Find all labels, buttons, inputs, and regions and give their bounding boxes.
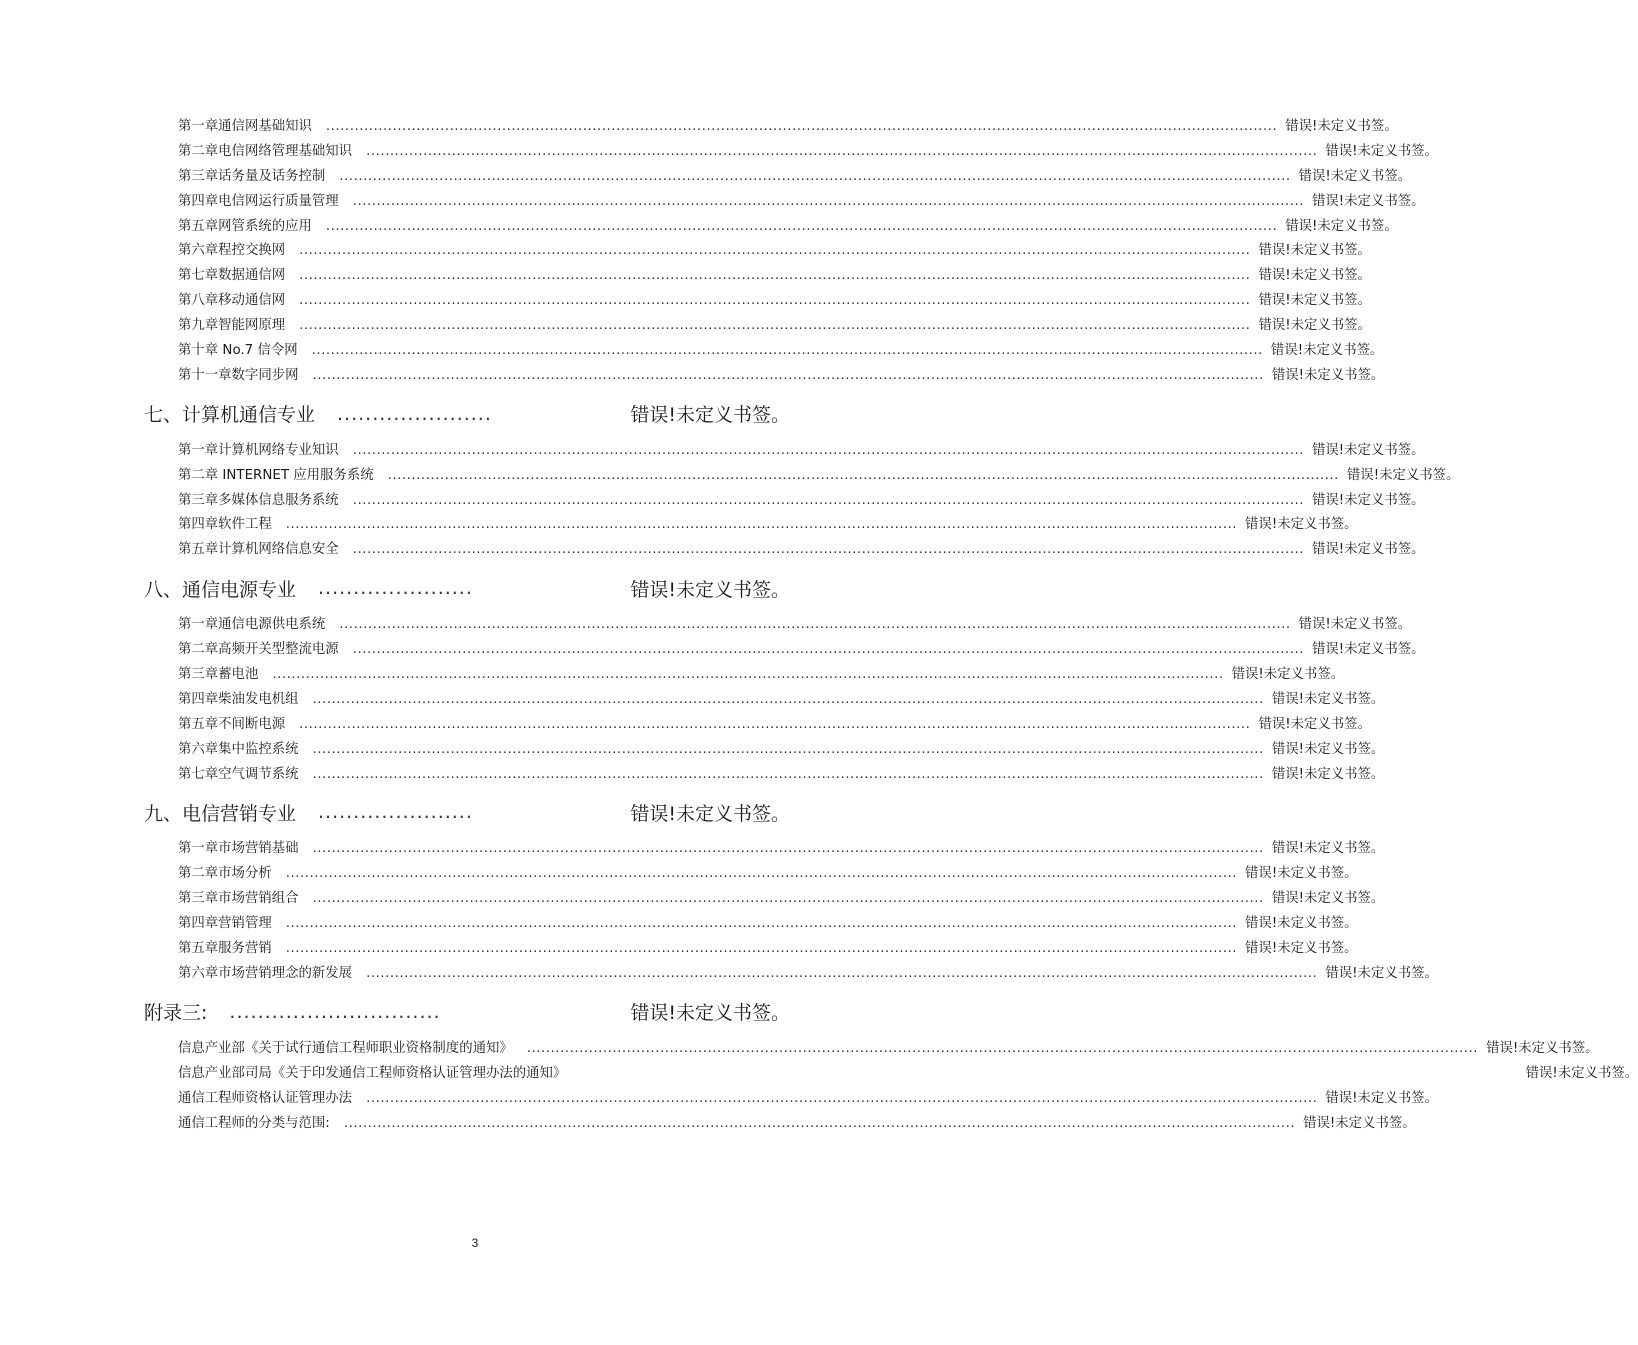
- toc-entry[interactable]: [178, 513, 1358, 538]
- toc-entry[interactable]: [178, 115, 1398, 140]
- toc-dot-leader: ........................................................................................................................................................................................................: [343, 1115, 1296, 1131]
- toc-entry-page: 错误!未定义书签。: [1271, 367, 1385, 383]
- toc-entry[interactable]: [178, 464, 1460, 489]
- toc-dot-leader: ........................................................................................................................................................................................................: [352, 442, 1304, 458]
- toc-dot-leader: ........................................................................................................................................................................................................: [299, 268, 1251, 284]
- toc-entry[interactable]: [178, 1087, 1438, 1112]
- page-number: 3: [471, 1236, 479, 1250]
- toc-entry-page: 错误!未定义书签。: [1312, 193, 1425, 209]
- toc-entry-page: 错误!未定义书签。: [1271, 841, 1385, 857]
- toc-entry-page: 错误!未定义书签。: [1285, 119, 1398, 134]
- toc-dot-leader: ........................................................................................................................................................................................................: [352, 642, 1304, 658]
- toc-entry-label: 附录三:: [144, 1002, 208, 1025]
- toc-entry-label: 第六章程控交换网: [178, 243, 286, 259]
- toc-entry-page: 错误!未定义书签。: [1525, 1065, 1638, 1081]
- toc-entry-page: 错误!未定义书签。: [1312, 542, 1425, 558]
- toc-entry[interactable]: [178, 862, 1358, 887]
- toc-entry-page: 错误!未定义书签。: [630, 1002, 790, 1025]
- toc-entry-label: 第一章市场营销基础: [178, 841, 299, 857]
- toc-dot-leader: ........................................................................................................................................................................................................: [366, 965, 1318, 981]
- toc-entry-page: 错误!未定义书签。: [1271, 891, 1385, 907]
- toc-dot-leader: ........................................................................................................................................................................................................: [387, 467, 1339, 483]
- toc-entry-label: 第七章数据通信网: [178, 268, 286, 284]
- toc-dot-leader: ........................................................................................................................................................................................................: [285, 941, 1238, 957]
- toc-entry-label: 第三章蓄电池: [178, 667, 259, 683]
- toc-entry[interactable]: [178, 439, 1425, 464]
- toc-entry-page: 错误!未定义书签。: [1271, 741, 1385, 757]
- toc-entry-page: 错误!未定义书签。: [1245, 866, 1358, 882]
- toc-entry-page: 错误!未定义书签。: [1325, 965, 1438, 981]
- toc-entry[interactable]: [178, 937, 1358, 962]
- toc-section-heading[interactable]: [144, 563, 790, 613]
- toc-entry[interactable]: [178, 1037, 1599, 1062]
- toc-dot-leader: ........................................................................................................................................................................................................: [366, 1090, 1318, 1106]
- toc-entry-label: 第七章空气调节系统: [178, 766, 299, 782]
- toc-dot-leader: ........................................................................................................................................................................................................: [311, 343, 1263, 359]
- toc-dot-leader: ........................................................................................................................................................................................................: [366, 143, 1318, 159]
- toc-entry[interactable]: [178, 763, 1385, 788]
- toc-entry-label: 第一章计算机网络专业知识: [178, 442, 339, 458]
- toc-dot-leader: ........................................................................................................................................................................................................: [312, 766, 1264, 782]
- toc-dot-leader: ........................................................................................................................................................................................................: [299, 243, 1251, 259]
- toc-dot-leader: ........................................................................................................................................................................................................: [352, 492, 1304, 508]
- toc-entry-label: 第三章话务量及话务控制: [178, 168, 326, 184]
- toc-dot-leader: ........................................................................................................................................................................................................: [299, 716, 1251, 732]
- toc-entry-page: 错误!未定义书签。: [1258, 293, 1371, 309]
- toc-entry[interactable]: [178, 663, 1345, 688]
- toc-entry-page: 错误!未定义书签。: [1312, 642, 1425, 658]
- toc-dot-leader: ........................................................................................................................................................................................................: [312, 891, 1264, 907]
- toc-dot-leader: ........................................................................................................................................................................................................: [285, 517, 1238, 533]
- toc-entry[interactable]: [178, 489, 1425, 514]
- toc-dot-leader: ......................: [318, 577, 473, 600]
- toc-dot-leader: ........................................................................................................................................................................................................: [325, 218, 1278, 234]
- toc-dot-leader: ........................................................................................................................................................................................................: [272, 667, 1224, 683]
- toc-entry[interactable]: [178, 289, 1371, 314]
- toc-section-heading[interactable]: [144, 987, 790, 1037]
- toc-entry-page: 错误!未定义书签。: [1258, 268, 1371, 284]
- toc-entry-label: 第一章通信网基础知识: [178, 119, 312, 134]
- toc-dot-leader: ........................................................................................................................................................................................................: [352, 542, 1304, 558]
- toc-entry-page: 错误!未定义书签。: [1325, 1090, 1438, 1106]
- toc-dot-leader: ......................: [337, 402, 492, 425]
- toc-entry-label: 第二章市场分析: [178, 866, 272, 882]
- toc-entry[interactable]: [178, 215, 1398, 240]
- toc-entry-label: 第三章多媒体信息服务系统: [178, 492, 339, 508]
- toc-entry[interactable]: [178, 264, 1371, 289]
- toc-entry-page: 错误!未定义书签。: [1325, 143, 1438, 159]
- toc-dot-leader: ..............................: [229, 1000, 441, 1023]
- toc-entry-page: 错误!未定义书签。: [630, 404, 790, 427]
- toc-entry-page: 错误!未定义书签。: [1258, 318, 1371, 334]
- toc-dot-leader: ......................: [318, 801, 473, 824]
- toc-entry-page: 错误!未定义书签。: [1312, 492, 1425, 508]
- toc-entry-label: 第二章高频开关型整流电源: [178, 642, 339, 658]
- toc-entry[interactable]: [178, 912, 1358, 937]
- toc-entry[interactable]: [178, 837, 1385, 862]
- toc-entry-page: 错误!未定义书签。: [1271, 766, 1385, 782]
- toc-entry-label: 第二章电信网络管理基础知识: [178, 143, 353, 159]
- toc-entry[interactable]: [178, 239, 1371, 264]
- toc-entry[interactable]: [178, 887, 1385, 912]
- toc-entry-page: 错误!未定义书签。: [1312, 442, 1425, 458]
- toc-entry-page: 错误!未定义书签。: [1271, 691, 1385, 707]
- toc-entry[interactable]: [178, 339, 1384, 364]
- toc-entry[interactable]: [178, 1112, 1416, 1137]
- toc-dot-leader: ........................................................................................................................................................................................................: [312, 367, 1264, 383]
- toc-entry[interactable]: [178, 364, 1385, 389]
- toc-entry-label: 第九章智能网原理: [178, 318, 286, 334]
- toc-entry-page: 错误!未定义书签。: [1298, 617, 1412, 633]
- toc-entry-page: 错误!未定义书签。: [1303, 1115, 1416, 1131]
- toc-entry-label: 第八章移动通信网: [178, 293, 286, 309]
- toc-dot-leader: ........................................................................................................................................................................................................: [285, 866, 1238, 882]
- toc-entry-label: 九、电信营销专业: [144, 802, 297, 825]
- toc-entry-page: 错误!未定义书签。: [630, 802, 790, 825]
- toc-entry-label: 第四章电信网运行质量管理: [178, 193, 339, 209]
- table-of-contents: [0, 115, 1638, 1136]
- toc-entry-label: 第十一章数字同步网: [178, 367, 299, 383]
- toc-dot-leader: ........................................................................................................................................................................................................: [339, 617, 1291, 633]
- toc-entry-page: 错误!未定义书签。: [1245, 517, 1358, 533]
- toc-entry-label: 第十章 No.7 信令网: [178, 343, 298, 359]
- toc-entry-label: 第四章软件工程: [178, 517, 272, 533]
- toc-entry-label: 第五章服务营销: [178, 941, 272, 957]
- toc-entry-page: 错误!未定义书签。: [1258, 243, 1371, 259]
- toc-entry-page: 错误!未定义书签。: [1285, 218, 1398, 234]
- toc-entry-label: 第二章 INTERNET 应用服务系统: [178, 467, 374, 483]
- toc-entry-label: 第六章市场营销理念的新发展: [178, 965, 353, 981]
- toc-entry[interactable]: [178, 613, 1412, 638]
- toc-dot-leader: ........................................................................................................................................................................................................: [312, 741, 1264, 757]
- toc-entry-label: 第三章市场营销组合: [178, 891, 299, 907]
- toc-entry-label: 第四章营销管理: [178, 916, 272, 932]
- toc-section-heading[interactable]: [144, 389, 790, 439]
- toc-entry-label: 七、计算机通信专业: [144, 404, 316, 427]
- toc-dot-leader: ........................................................................................................................................................................................................: [352, 193, 1304, 209]
- toc-entry-label: 信息产业部《关于试行通信工程师职业资格制度的通知》: [178, 1040, 513, 1056]
- toc-entry-page: 错误!未定义书签。: [630, 578, 790, 601]
- toc-entry-page: 错误!未定义书签。: [1258, 716, 1371, 732]
- toc-dot-leader: ........................................................................................................................................................................................................: [299, 318, 1251, 334]
- toc-entry[interactable]: [178, 190, 1425, 215]
- toc-dot-leader: ........................................................................................................................................................................................................: [339, 168, 1291, 184]
- toc-entry-label: 第四章柴油发电机组: [178, 691, 299, 707]
- toc-entry[interactable]: [178, 538, 1425, 563]
- toc-entry-page: 错误!未定义书签。: [1486, 1040, 1599, 1056]
- toc-dot-leader: ........................................................................................................................................................................................................: [299, 293, 1251, 309]
- toc-entry[interactable]: [178, 713, 1371, 738]
- toc-dot-leader: ........................................................................................................................................................................................................: [526, 1040, 1479, 1056]
- toc-dot-leader: ........................................................................................................................................................................................................: [285, 916, 1238, 932]
- toc-entry-page: 错误!未定义书签。: [1245, 916, 1358, 932]
- toc-section-heading[interactable]: [144, 787, 790, 837]
- toc-entry-page: 错误!未定义书签。: [1245, 941, 1358, 957]
- toc-entry-label: 信息产业部司局《关于印发通信工程师资格认证管理办法的通知》: [178, 1065, 567, 1081]
- toc-entry-label: 第五章计算机网络信息安全: [178, 542, 339, 558]
- toc-entry[interactable]: [178, 638, 1425, 663]
- toc-dot-leader: ........................................................................................................................................................................................................: [325, 119, 1278, 134]
- toc-entry-label: 第五章不间断电源: [178, 716, 286, 732]
- toc-entry[interactable]: [178, 738, 1385, 763]
- toc-entry-label: 通信工程师资格认证管理办法: [178, 1090, 353, 1106]
- toc-entry-label: 八、通信电源专业: [144, 578, 297, 601]
- toc-dot-leader: ........................................................................................................................................................................................................: [312, 691, 1264, 707]
- toc-entry[interactable]: [178, 688, 1385, 713]
- toc-dot-leader: ........................................................................................................................................................................................................: [312, 841, 1264, 857]
- toc-entry-label: 通信工程师的分类与范围:: [178, 1115, 330, 1131]
- toc-entry-label: 第一章通信电源供电系统: [178, 617, 326, 633]
- toc-entry-label: 第五章网管系统的应用: [178, 218, 312, 234]
- toc-entry-page: 错误!未定义书签。: [1270, 343, 1384, 359]
- toc-entry[interactable]: [178, 314, 1371, 339]
- toc-entry-page: 错误!未定义书签。: [1298, 168, 1412, 184]
- toc-entry-page: 错误!未定义书签。: [1231, 667, 1345, 683]
- toc-entry[interactable]: [178, 962, 1438, 987]
- toc-entry-page: 错误!未定义书签。: [1346, 467, 1460, 483]
- toc-entry[interactable]: [178, 1062, 1638, 1087]
- toc-entry-label: 第六章集中监控系统: [178, 741, 299, 757]
- toc-entry[interactable]: [178, 165, 1412, 190]
- toc-entry[interactable]: [178, 140, 1438, 165]
